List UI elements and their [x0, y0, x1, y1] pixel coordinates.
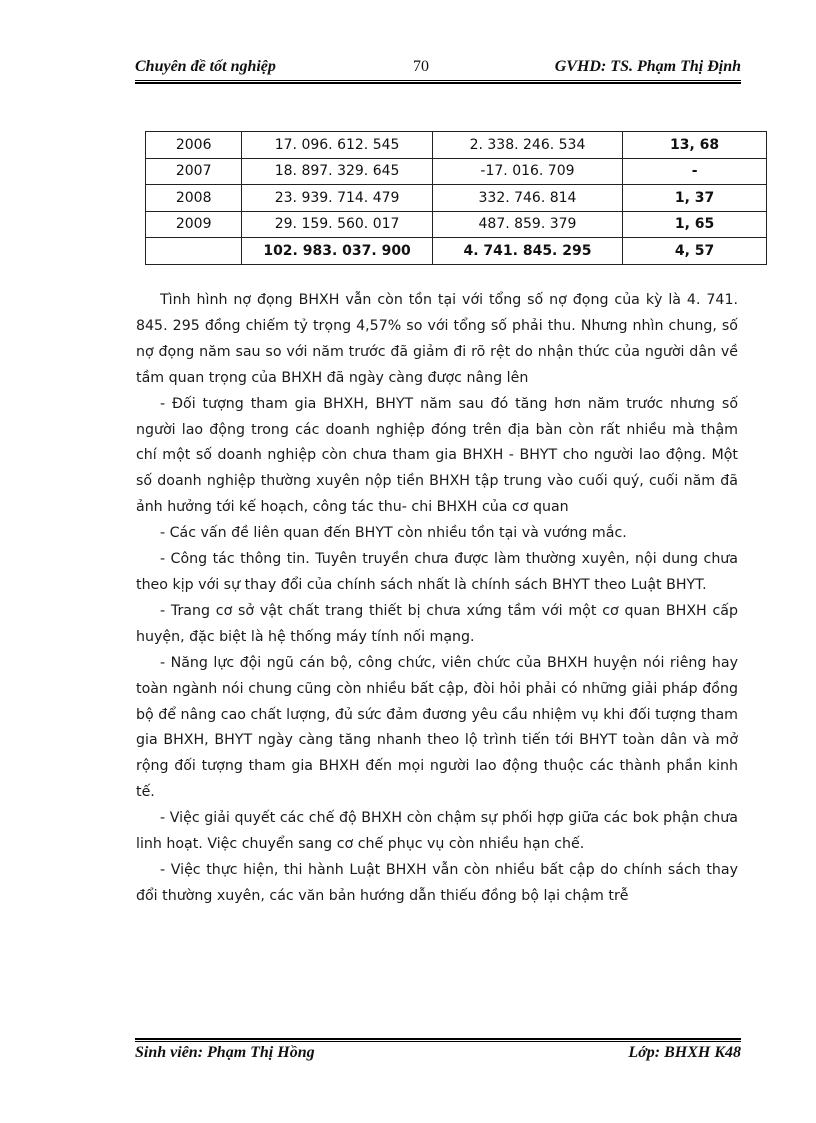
table-row: [146, 158, 767, 185]
paragraph: - Việc giải quyết các chế độ BHXH còn chậm sự phối hợp giữa các bok phận chưa linh hoạt. Việc chuyển sang cơ chế phục vụ còn nhiều hạn chế.: [136, 810, 738, 853]
header-supervisor: GVHD: TS. Phạm Thị Định: [554, 58, 741, 75]
paragraph: - Trang cơ sở vật chất trang thiết bị chưa xứng tầm với một cơ quan BHXH cấp huyện, đặc biệt là hệ thống máy tính nối mạng.: [136, 602, 738, 645]
table-cell-year: 2008: [146, 185, 242, 212]
table-cell: 23. 939. 714. 479: [242, 185, 432, 212]
table-cell-total: 4. 741. 845. 295: [432, 238, 622, 265]
header-rule-thick: [135, 82, 741, 84]
table-cell: 17. 096. 612. 545: [242, 132, 432, 159]
table-cell: -17. 016. 709: [432, 158, 622, 185]
table-total-row: [146, 238, 767, 265]
paragraph: - Các vấn đề liên quan đến BHYT còn nhiều tồn tại và vướng mắc.: [160, 525, 627, 542]
data-table: [145, 131, 767, 265]
body-text: [136, 288, 738, 910]
table-row: [146, 185, 767, 212]
table-cell: 2. 338. 246. 534: [432, 132, 622, 159]
table-cell-ratio: 1, 65: [623, 211, 767, 238]
footer-rule-thin: [135, 1041, 741, 1042]
footer-student: Sinh viên: Phạm Thị Hồng: [135, 1044, 315, 1061]
footer-class: Lớp: BHXH K48: [628, 1044, 741, 1061]
page-footer: [135, 1044, 741, 1066]
table-cell-year: [146, 238, 242, 265]
header-page-number: 70: [413, 58, 429, 75]
paragraph: - Đối tượng tham gia BHXH, BHYT năm sau đó tăng hơn năm trước nhưng số người lao động trong các doanh nghiệp đóng trên địa bàn còn rất nhiều mà thậm chí một số doanh nghiệp còn chưa tham gia BHXH - BHYT cho người lao động. Một số doanh nghiệp thường xuyên nộp tiền BHXH tập trung vào cuối quý, cuối năm đã ảnh hưởng tới kế hoạch, công tác thu- chi BHXH của cơ quan: [136, 395, 738, 516]
table-cell: 332. 746. 814: [432, 185, 622, 212]
header-document-type: Chuyên đề tốt nghiệp: [135, 58, 276, 75]
table-cell-ratio: 1, 37: [623, 185, 767, 212]
table-cell-ratio: -: [623, 158, 767, 185]
paragraph: - Năng lực đội ngũ cán bộ, công chức, viên chức của BHXH huyện nói riêng hay toàn ngành nói chung cũng còn nhiều bất cập, đòi hỏi phải có những giải pháp đồng bộ để nâng cao chất lượng, đủ sức đảm đương yêu cầu nhiệm vụ khi đối tượng tham gia BHXH, BHYT ngày càng tăng nhanh theo lộ trình tiến tới BHYT toàn dân và mở rộng đối tượng tham gia BHXH đến mọi người lao động thuộc các thành phần kinh tế.: [136, 654, 738, 801]
table-row: [146, 211, 767, 238]
paragraph: - Việc thực hiện, thi hành Luật BHXH vẫn còn nhiều bất cập do chính sách thay đổi thường xuyên, các văn bản hướng dẫn thiếu đồng bộ lại chậm trễ: [136, 861, 738, 904]
table-row: [146, 132, 767, 159]
paragraph: - Công tác thông tin. Tuyên truyền chưa được làm thường xuyên, nội dung chưa theo kịp với sự thay đổi của chính sách nhất là chính sách BHYT theo Luật BHYT.: [136, 551, 738, 593]
table-cell-ratio: 13, 68: [623, 132, 767, 159]
paragraph: Tình hình nợ đọng BHXH vẫn còn tồn tại với tổng số nợ đọng của kỳ là 4. 741. 845. 295 đồng chiếm tỷ trọng 4,57% so với tổng số phải thu. Nhưng nhìn chung, số nợ đọng năm sau so với năm trước đã giảm đi rõ rệt do nhận thức của người dân về tầm quan trọng của BHXH đã ngày càng được nâng lên: [136, 292, 738, 386]
table-cell-year: 2006: [146, 132, 242, 159]
table-cell-year: 2007: [146, 158, 242, 185]
table-cell: 487. 859. 379: [432, 211, 622, 238]
header-rule-thin: [135, 80, 741, 81]
footer-rule-thick: [135, 1038, 741, 1040]
table-cell-total: 102. 983. 037. 900: [242, 238, 432, 265]
table-cell-ratio: 4, 57: [623, 238, 767, 265]
table-cell-year: 2009: [146, 211, 242, 238]
table-cell: 29. 159. 560. 017: [242, 211, 432, 238]
table-cell: 18. 897. 329. 645: [242, 158, 432, 185]
